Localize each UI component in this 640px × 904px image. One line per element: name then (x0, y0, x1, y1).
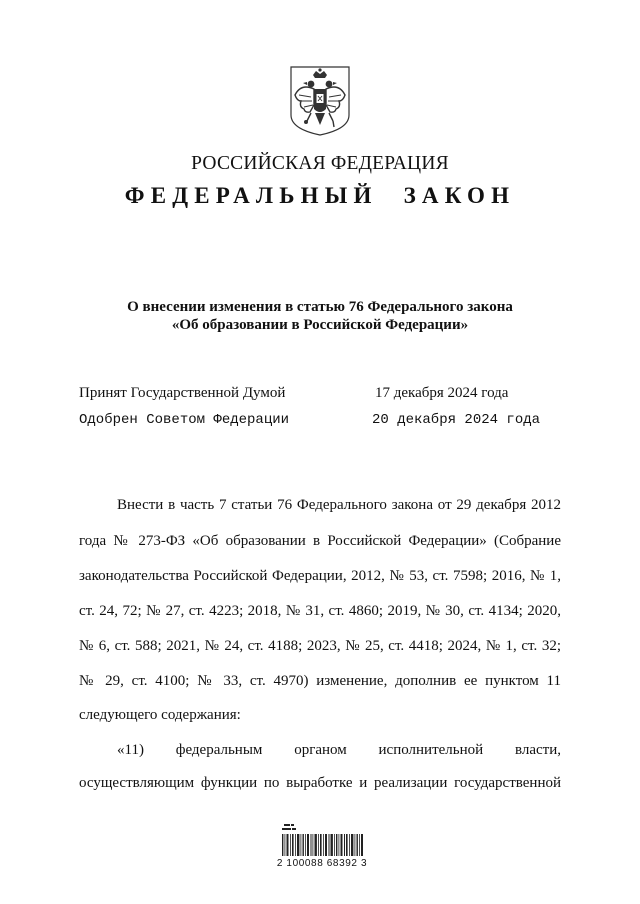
law-type-heading: ФЕДЕРАЛЬНЫЙ ЗАКОН (124, 183, 516, 208)
body-line: осуществляющим функции по выработке и реализации государственной (79, 775, 561, 791)
body-line: Внести в часть 7 статьи 76 Федерального закона от 29 декабря 2012 (117, 497, 561, 513)
body-line: года № 273-ФЗ «Об образовании в Российской Федерации» (Собрание (79, 533, 561, 549)
russian-coat-of-arms-icon (287, 65, 353, 137)
adopted-by-duma-label: Принят Государственной Думой (79, 385, 286, 401)
country-heading: РОССИЙСКАЯ ФЕДЕРАЦИЯ (191, 153, 449, 174)
adopted-by-duma-date: 17 декабря 2024 года (375, 385, 509, 401)
body-line: ст. 24, 72; № 27, ст. 4223; 2018, № 31, ст. 4860; 2019, № 30, ст. 4134; 2020, (79, 603, 561, 619)
body-line: № 6, ст. 588; 2021, № 24, ст. 4188; 2023, № 25, ст. 4418; 2024, № 1, ст. 32; (79, 638, 561, 654)
approved-by-council-date: 20 декабря 2024 года (372, 412, 541, 428)
law-title-line: «Об образовании в Российской Федерации» (171, 317, 469, 333)
document-barcode (280, 820, 370, 878)
body-line: «11) федеральным органом исполнительной власти, (117, 742, 561, 758)
law-title-line: О внесении изменения в статью 76 Федерального закона (127, 299, 513, 315)
body-line: законодательства Российской Федерации, 2012, № 53, ст. 7598; 2016, № 1, (79, 568, 561, 584)
barcode-number: 2 100088 68392 3 (276, 858, 368, 869)
approved-by-council-label: Одобрен Советом Федерации (79, 412, 290, 428)
body-line: следующего содержания: (79, 707, 241, 723)
body-line: № 29, ст. 4100; № 33, ст. 4970) изменение, дополнив ее пунктом 11 (79, 673, 561, 689)
law-title (0, 298, 640, 334)
